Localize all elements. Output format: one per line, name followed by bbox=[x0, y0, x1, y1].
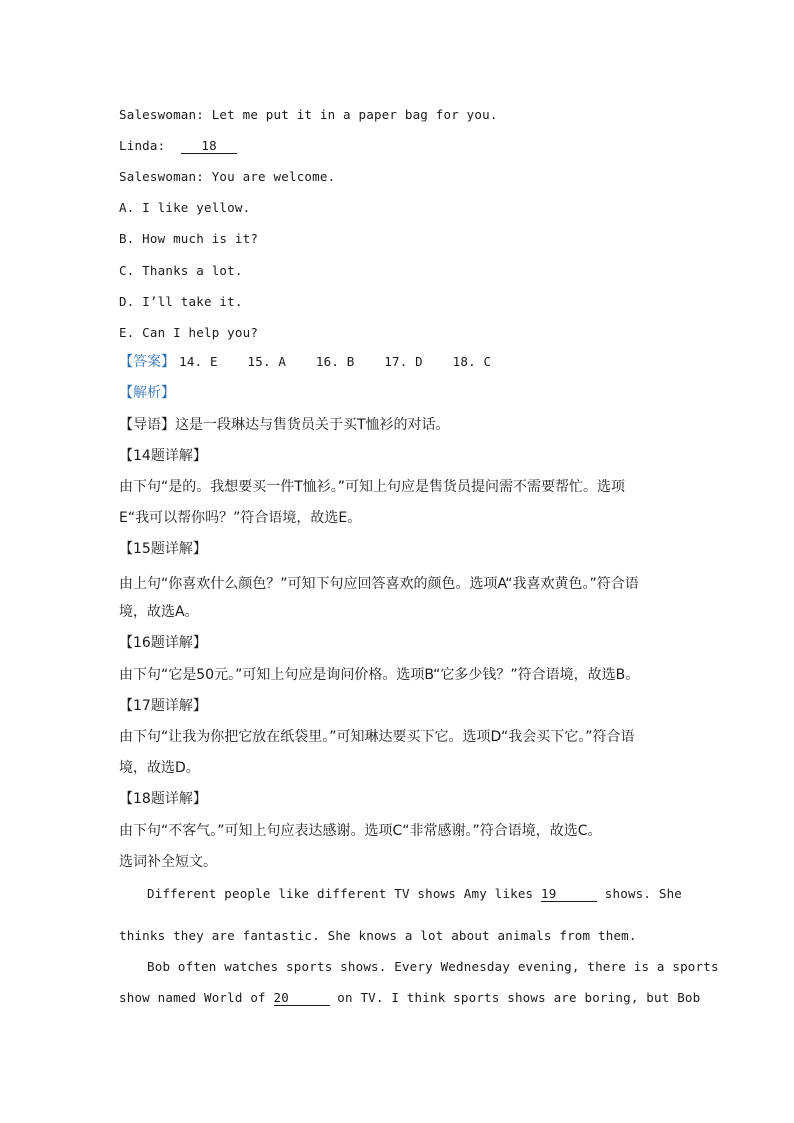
answer-list bbox=[179, 354, 513, 369]
q14-heading: 【14题详解】 bbox=[119, 448, 207, 464]
q18-heading: 【18题详解】 bbox=[119, 791, 207, 807]
passage-line: Bob often watches sports shows. Every Wednesday evening, there is a sports bbox=[147, 959, 719, 974]
q16-heading: 【16题详解】 bbox=[119, 635, 207, 651]
q17-heading: 【17题详解】 bbox=[119, 698, 207, 714]
q15-text: 由上句“你喜欢什么颜色？”可知下句应回答喜欢的颜色。选项A“我喜欢黄色。”符合语 bbox=[119, 576, 639, 592]
section-title: 选词补全短文。 bbox=[119, 854, 217, 870]
answer-line bbox=[119, 353, 674, 372]
q17-text: 由下句“让我为你把它放在纸袋里。”可知琳达要买下它。选项D“我会买下它。”符合语 bbox=[119, 729, 635, 745]
q14-text: 由下句“是的。我想要买一件T恤衫。”可知上句应是售货员提问需不需要帮忙。选项 bbox=[119, 479, 626, 495]
passage-line: thinks they are fantastic. She knows a lot about animals from them. bbox=[119, 928, 637, 943]
answer-item: 17. D bbox=[384, 354, 423, 369]
q15-text: 境，故选A。 bbox=[119, 604, 199, 620]
option-c: C. Thanks a lot. bbox=[119, 263, 243, 278]
answer-blank-18: 18 bbox=[181, 138, 237, 154]
option-e: E. Can I help you? bbox=[119, 325, 259, 340]
dialogue-line: Saleswoman: You are welcome. bbox=[119, 169, 336, 184]
answer-item: 18. C bbox=[452, 354, 492, 369]
analysis-intro: 【导语】这是一段琳达与售货员关于买T恤衫的对话。 bbox=[119, 417, 450, 433]
analysis-label: 【解析】 bbox=[119, 385, 175, 401]
answer-item: 16. B bbox=[315, 354, 355, 369]
passage-line bbox=[147, 885, 683, 903]
passage-line bbox=[119, 989, 701, 1007]
answer-label: 【答案】 bbox=[119, 354, 175, 370]
passage-text: shows. She bbox=[604, 886, 683, 901]
dialogue-line: Saleswoman: Let me put it in a paper bag for you. bbox=[119, 107, 498, 122]
option-a: A. I like yellow. bbox=[119, 200, 251, 215]
passage-text: on TV. I think sports shows are boring, but Bob bbox=[337, 990, 701, 1005]
option-d: D. I’ll take it. bbox=[119, 294, 243, 309]
answer-blank-20: 20 bbox=[274, 990, 330, 1006]
passage-text: Different people like different TV shows Amy likes bbox=[147, 886, 534, 901]
q16-text: 由下句“它是50元。”可知上句应是询问价格。选项B“它多少钱？”符合语境，故选B。 bbox=[119, 667, 640, 683]
speaker-label: Linda: bbox=[119, 138, 166, 153]
option-b: B. How much is it? bbox=[119, 231, 259, 246]
q14-text: E“我可以帮你吗？”符合语境，故选E。 bbox=[119, 510, 362, 526]
q15-heading: 【15题详解】 bbox=[119, 541, 207, 557]
q17-text: 境，故选D。 bbox=[119, 760, 200, 776]
answer-item: 14. E bbox=[179, 354, 218, 369]
passage-text: show named World of bbox=[119, 990, 266, 1005]
answer-item: 15. A bbox=[247, 354, 287, 369]
dialogue-line bbox=[119, 137, 674, 155]
answer-blank-19: 19 bbox=[541, 886, 597, 902]
q18-text: 由下句“不客气。”可知上句应表达感谢。选项C“非常感谢。”符合语境，故选C。 bbox=[119, 823, 602, 839]
